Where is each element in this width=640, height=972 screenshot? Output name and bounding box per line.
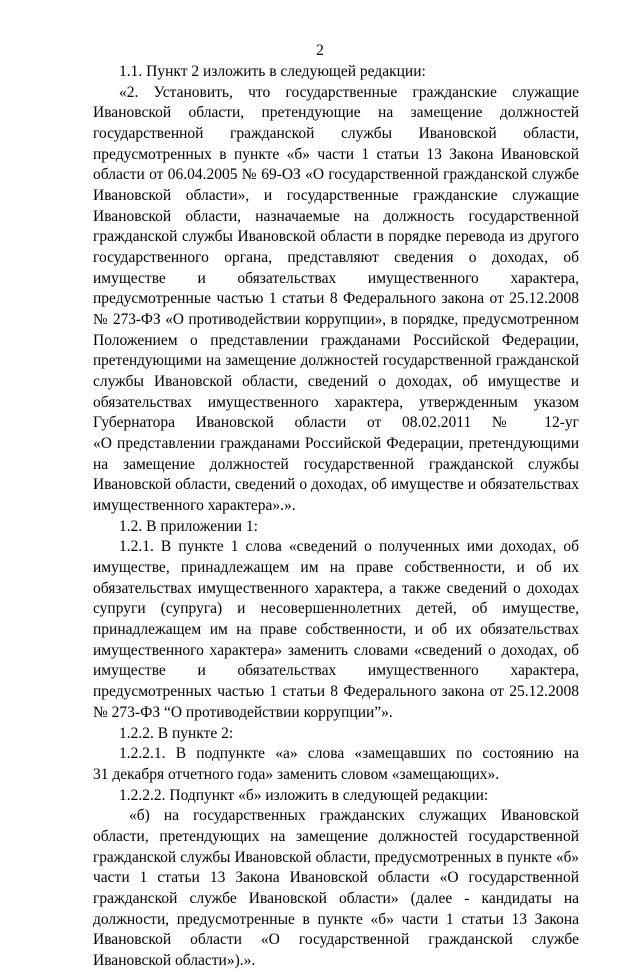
text-line: части 1 статьи 13 Закона Ивановской области «О государственной <box>93 869 579 887</box>
text-line: 31 декабря отчетного года» заменить словом «замещающих». <box>93 765 500 783</box>
text-line: государственного органа, представляют сведения о доходах, об <box>93 249 579 267</box>
text-line: имуществе и обязательствах имущественного характера, <box>93 662 579 680</box>
text-line: предусмотренные частью 1 статьи 8 Федерального закона от 25.12.2008 <box>93 290 579 308</box>
text-line: гражданской службы Ивановской области в порядке перевода из другого <box>93 228 579 246</box>
text-line: на замещение должностей государственной гражданской службы <box>93 455 579 473</box>
text-line: 1.1. Пункт 2 изложить в следующей редакции: <box>119 63 426 80</box>
text-line: имуществе и обязательствах имущественного характера, <box>93 269 579 287</box>
text-line: «б) на государственных гражданских служащих Ивановской <box>129 807 579 825</box>
text-line: претендующими на замещение должностей государственной гражданской <box>93 352 579 370</box>
text-line: 1.2. В приложении 1: <box>119 517 258 535</box>
text-line: имущественного характера» заменить словами «сведений о доходах, об <box>93 641 579 659</box>
text-line: государственной гражданской службы Ивановской области, <box>93 125 579 143</box>
text-line: «О представлении гражданами Российской Федерации, претендующими <box>93 435 579 453</box>
text-line: Ивановской области»).». <box>93 951 256 969</box>
text-line: предусмотренных в пункте «б» части 1 статьи 13 Закона Ивановской <box>93 145 579 163</box>
text-line: Ивановской области, сведений о доходах, об имуществе и обязательствах <box>93 476 579 494</box>
page-number: 2 <box>316 42 324 59</box>
text-line: № 273-ФЗ “О противодействии коррупции”». <box>93 703 393 721</box>
text-line: № 273-ФЗ «О противодействии коррупции», в порядке, предусмотренном <box>93 311 579 329</box>
text-line: Ивановской области, назначаемые на должность государственной <box>93 207 579 225</box>
text-line: области от 06.04.2005 № 69-ОЗ «О государственной гражданской службе <box>93 166 579 184</box>
document-body <box>93 62 579 972</box>
text-line: Ивановской области», и государственные гражданские служащие <box>93 187 579 205</box>
text-line: гражданской службы Ивановской области, предусмотренных в пункте «б» <box>93 848 579 866</box>
text-line: «2. Установить, что государственные гражданские служащие <box>119 83 579 101</box>
text-line: области, претендующих на замещение должностей государственной <box>93 827 579 845</box>
text-line: имуществе, принадлежащем им на праве собственности, и об их <box>93 559 579 577</box>
text-line: должности, предусмотренные в пункте «б» части 1 статьи 13 Закона <box>93 910 579 928</box>
text-line: службы Ивановской области, сведений о доходах, об имуществе и <box>93 373 579 391</box>
text-line: 1.2.1. В пункте 1 слова «сведений о полученных ими доходах, об <box>119 538 579 556</box>
text-line: 1.2.2.2. Подпункт «б» изложить в следующей редакции: <box>119 786 489 804</box>
text-line: супруги (супруга) и несовершеннолетних детей, об имуществе, <box>93 600 579 618</box>
text-line: Положением о представлении гражданами Российской Федерации, <box>93 331 579 349</box>
text-line: принадлежащем им на праве собственности, и об их обязательствах <box>93 621 579 639</box>
text-line: гражданской службе Ивановской области» (далее - кандидаты на <box>93 889 579 907</box>
text-line: Ивановской области, претендующие на замещение должностей <box>93 104 579 122</box>
text-line: предусмотренных частью 1 статьи 8 Федерального закона от 25.12.2008 <box>93 683 579 701</box>
text-line: 1.2.2.1. В подпункте «а» слова «замещавших по состоянию на <box>119 745 579 763</box>
text-line: Ивановской области «О государственной гражданской службе <box>93 931 579 949</box>
text-line: имущественного характера».». <box>93 497 296 515</box>
text-line: обязательствах имущественного характера, а также сведений о доходах <box>93 579 579 597</box>
text-line: Губернатора Ивановской области от 08.02.2011 № 12-уг <box>93 414 579 432</box>
text-line: обязательствах имущественного характера, утвержденным указом <box>93 393 579 411</box>
text-line: 1.2.2. В пункте 2: <box>119 724 234 742</box>
